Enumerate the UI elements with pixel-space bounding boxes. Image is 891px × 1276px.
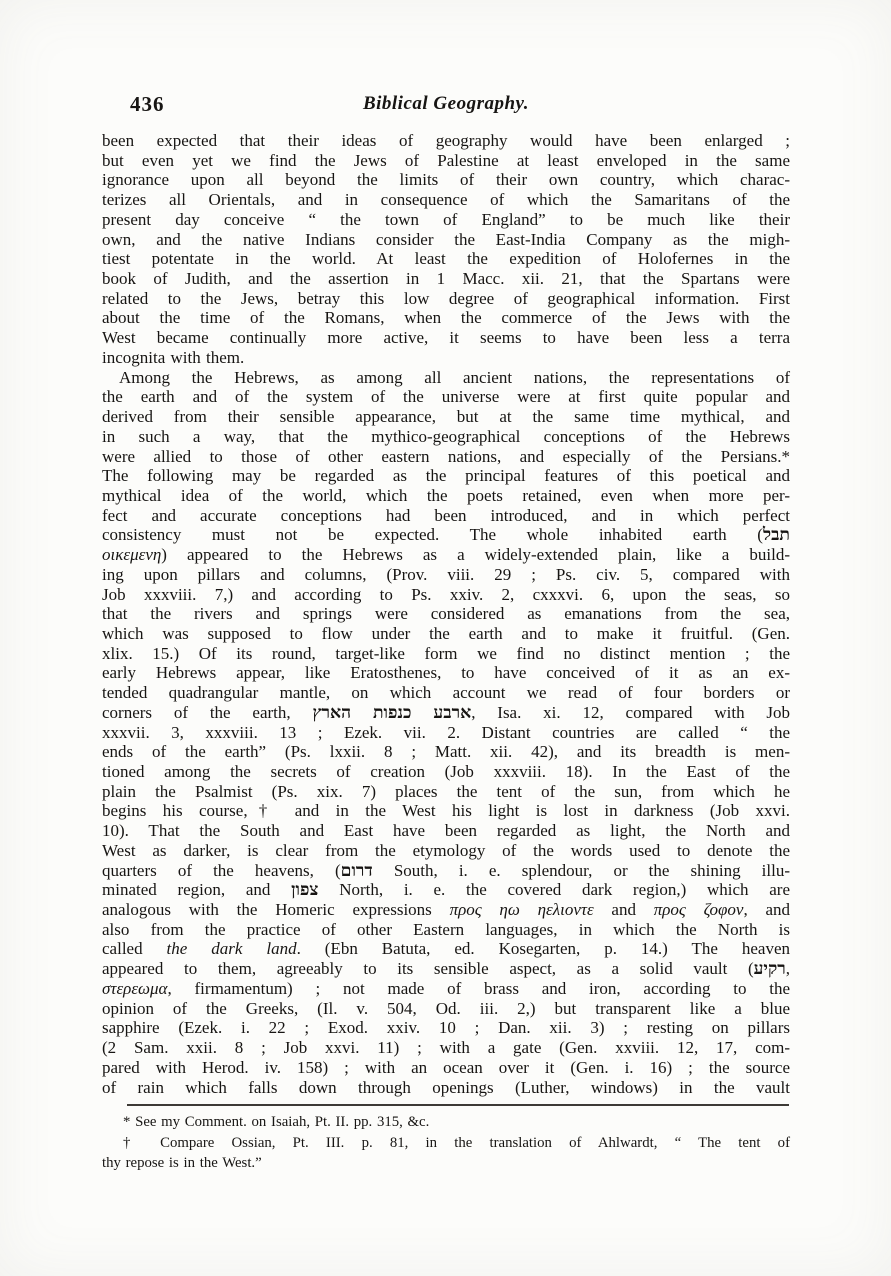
text-line: plain the Psalmist (Ps. xix. 7) places the tent of the sun, from which he [102,781,790,801]
text-line: which was supposed to flow under the earth and to make it fruitful. (Gen. [102,623,790,643]
text-line: early Hebrews appear, like Eratosthenes, to have conceived of it as an ex- [102,663,790,683]
text-line: but even yet we find the Jews of Palestine at least enveloped in the same [102,150,790,170]
text-line: incognita with them. [102,347,245,367]
text-line: appeared to them, agreeably to its sensible aspect, as a solid vault (רקיע, [102,959,790,979]
footnote-divider [127,1104,789,1106]
text-line: quarters of the heavens, (דרום South, i. e. splendour, or the shining illu- [102,860,790,880]
text-line: tiest potentate in the world. At least the expedition of Holofernes in the [102,249,790,269]
text-line: 10). That the South and East have been regarded as light, the North and [102,821,790,841]
text-line: ignorance upon all beyond the limits of their own country, which charac- [102,170,790,190]
text-line: minated region, and צפון North, i. e. the covered dark region,) which are [102,880,790,900]
text-line: analogous with the Homeric expressions προς ηω ηελιοντε and προς ζοφον, and [102,900,791,920]
text-line: present day conceive “ the town of England” to be much like their [102,209,790,229]
text-line: about the time of the Romans, when the commerce of the Jews with the [102,308,790,328]
text-line: book of Judith, and the assertion in 1 Macc. xii. 21, that the Spartans were [102,269,790,289]
text-line: opinion of the Greeks, (Il. v. 504, Od. iii. 2,) but transparent like a blue [102,998,790,1018]
text-line: also from the practice of other Eastern languages, in which the North is [102,919,790,939]
running-title: Biblical Geography. [362,93,530,114]
text-line: xxxvii. 3, xxxviii. 13 ; Ezek. vii. 2. Distant countries are called “ the [102,722,790,742]
text-line: tioned among the secrets of creation (Job xxxviii. 18). In the East of the [102,762,790,781]
text-line: tended quadrangular mantle, on which account we read of four borders or [102,683,790,703]
text-line: consistency must not be expected. The whole inhabited earth (תבל [102,525,790,545]
text-line: West as darker, is clear from the etymology of the words used to denote the [102,840,790,860]
body-text [102,131,790,1097]
text-line: derived from their sensible appearance, but at the same time mythical, and [102,407,790,427]
text-line: xlix. 15.) Of its round, target-like form we find no distinct mention ; the [102,643,790,663]
text-line: pared with Herod. iv. 158) ; with an ocean over it (Gen. i. 16) ; the source [102,1057,790,1077]
text-line: been expected that their ideas of geography would have been enlarged ; [102,131,790,150]
text-line: of rain which falls down through openings (Luther, windows) in the vault [102,1077,790,1097]
text-line: corners of the earth, ארבע כנפות הארץ, Isa. xi. 12, compared with Job [102,702,791,722]
paragraph [102,368,790,1098]
page-header [102,92,790,122]
text-line: that the rivers and springs were considered as emanations from the sea, [102,604,790,624]
text-line: own, and the native Indians consider the East-India Company as the migh- [102,229,790,249]
text-line: ing upon pillars and columns, (Prov. viii. 29 ; Ps. civ. 5, compared with [102,564,790,584]
footnote-line: * See my Comment. on Isaiah, Pt. II. pp. 315, &c. [123,1114,430,1130]
text-line: in such a way, that the mythico-geographical conceptions of the Hebrews [102,426,790,446]
text-line: The following may be regarded as the principal features of this poetical and [102,466,790,486]
footnotes [102,1112,790,1174]
text-line: West became continually more active, it seems to have been less a terra [102,328,790,348]
text-line: sapphire (Ezek. i. 22 ; Exod. xxiv. 10 ; Dan. xii. 3) ; resting on pillars [102,1018,790,1038]
text-line: begins his course,† and in the West his light is lost in darkness (Job xxvi. [102,801,790,821]
text-line: called the dark land. (Ebn Batuta, ed. Kosegarten, p. 14.) The heaven [102,939,791,959]
text-line: στερεωμα, firmamentum) ; not made of brass and iron, according to the [102,978,790,998]
text-line: terizes all Orientals, and in consequence of which the Samaritans of the [102,190,790,210]
text-line: Among the Hebrews, as among all ancient nations, the representations of [119,367,790,387]
text-line: mythical idea of the world, which the poets retained, even when more per- [102,485,790,505]
text-line: ends of the earth” (Ps. lxxii. 8 ; Matt. xii. 42), and its breadth is men- [102,742,790,762]
text-line: (2 Sam. xxii. 8 ; Job xxvi. 11) ; with a gate (Gen. xxviii. 12, 17, com- [102,1038,790,1058]
paragraph [102,131,790,368]
text-line: were allied to those of other eastern nations, and especially of the Persians.* [102,446,790,466]
text-line: fect and accurate conceptions had been introduced, and in which perfect [102,505,790,525]
footnote-line: thy repose is in the West.” [102,1155,262,1172]
page-number: 436 [130,92,165,116]
text-line: οικεμενη) appeared to the Hebrews as a widely-extended plain, like a build- [102,545,790,565]
text-line: the earth and of the system of the universe were at first quite popular and [102,387,790,407]
footnote-line: † Compare Ossian, Pt. III. p. 81, in the translation of Ahlwardt, “ The tent of [123,1134,790,1151]
text-line: related to the Jews, betray this low degree of geographical information. First [102,288,790,308]
text-line: Job xxxviii. 7,) and according to Ps. xxiv. 2, cxxxvi. 6, upon the seas, so [102,584,790,604]
